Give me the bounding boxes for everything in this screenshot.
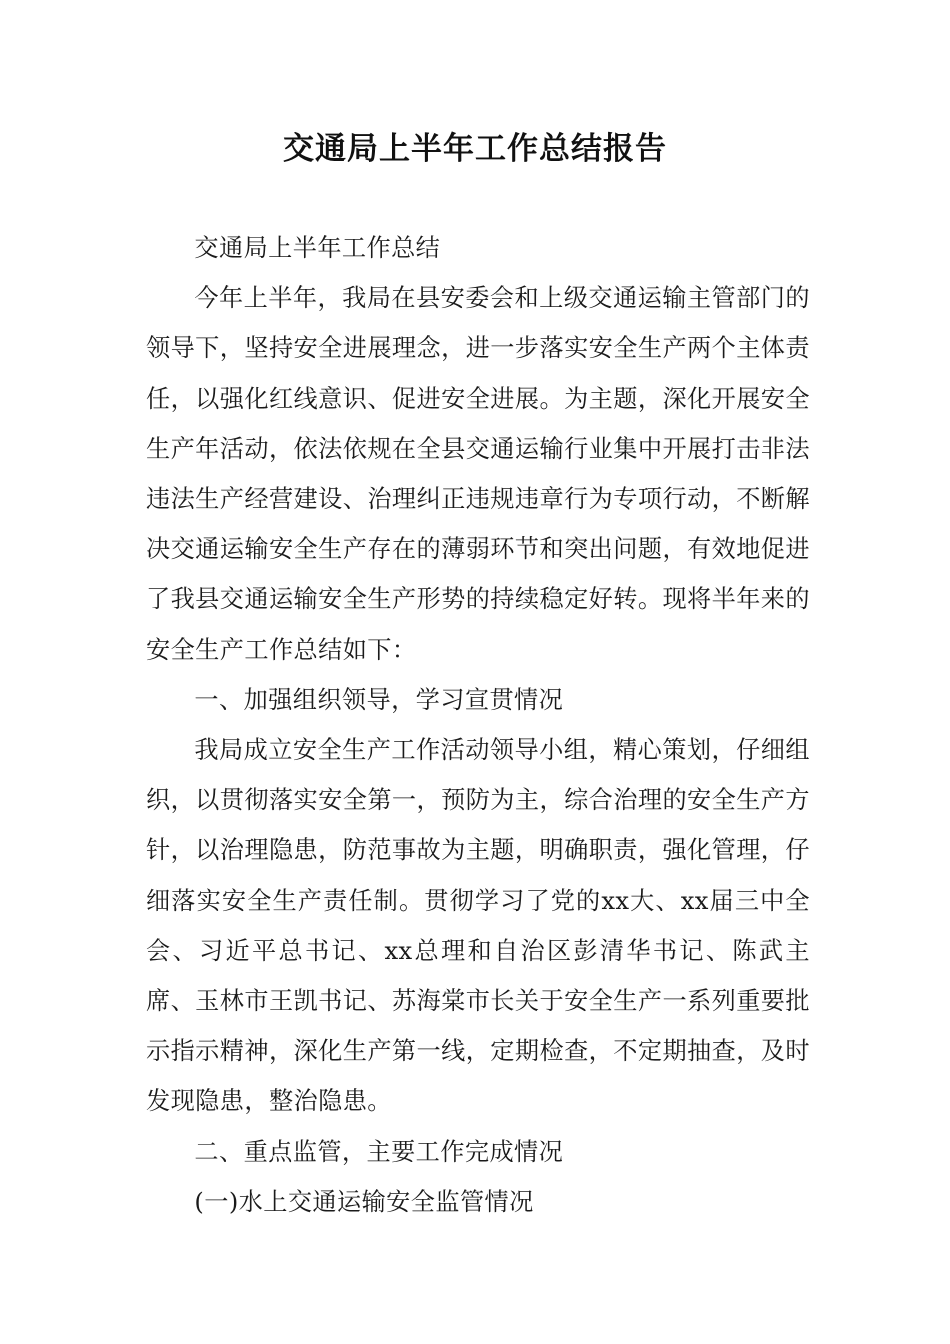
section-heading-2: 二、重点监管，主要工作完成情况 [194, 1137, 564, 1166]
document-body [146, 223, 810, 1227]
subsection-heading-1: (一)水上交通运输安全监管情况 [194, 1187, 534, 1216]
document-title: 交通局上半年工作总结报告 [283, 131, 667, 167]
section-heading-1: 一、加强组织领导，学习宣贯情况 [194, 685, 564, 714]
document-subtitle-paragraph: 交通局上半年工作总结 [194, 234, 441, 262]
intro-paragraph: 今年上半年，我局在县安委会和上级交通运输主管部门的领导下，坚持安全进展理念，进一步落实安全生产两个主体责任，以强化红线意识、促进安全进展。为主题，深化开展安全生产年活动，依法依规在全县交通运输行业集中开展打击非法违法生产经营建设、治理纠正违规违章行为专项行动，不断解决交通运输安全生产存在的薄弱环节和突出问题，有效地促进了我县交通运输安全生产形势的持续稳定好转。现将半年来的安全生产工作总结如下： [146, 284, 810, 664]
section-1-paragraph: 我局成立安全生产工作活动领导小组，精心策划，仔细组织，以贯彻落实安全第一，预防为主，综合治理的安全生产方针，以治理隐患，防范事故为主题，明确职责，强化管理，仔细落实安全生产责任制。贯彻学习了党的xx大、xx届三中全会、习近平总书记、xx总理和自治区彭清华书记、陈武主席、玉林市王凯书记、苏海棠市长关于安全生产一系列重要批示指示精神，深化生产第一线，定期检查，不定期抽查，及时发现隐患，整治隐患。 [146, 736, 810, 1116]
